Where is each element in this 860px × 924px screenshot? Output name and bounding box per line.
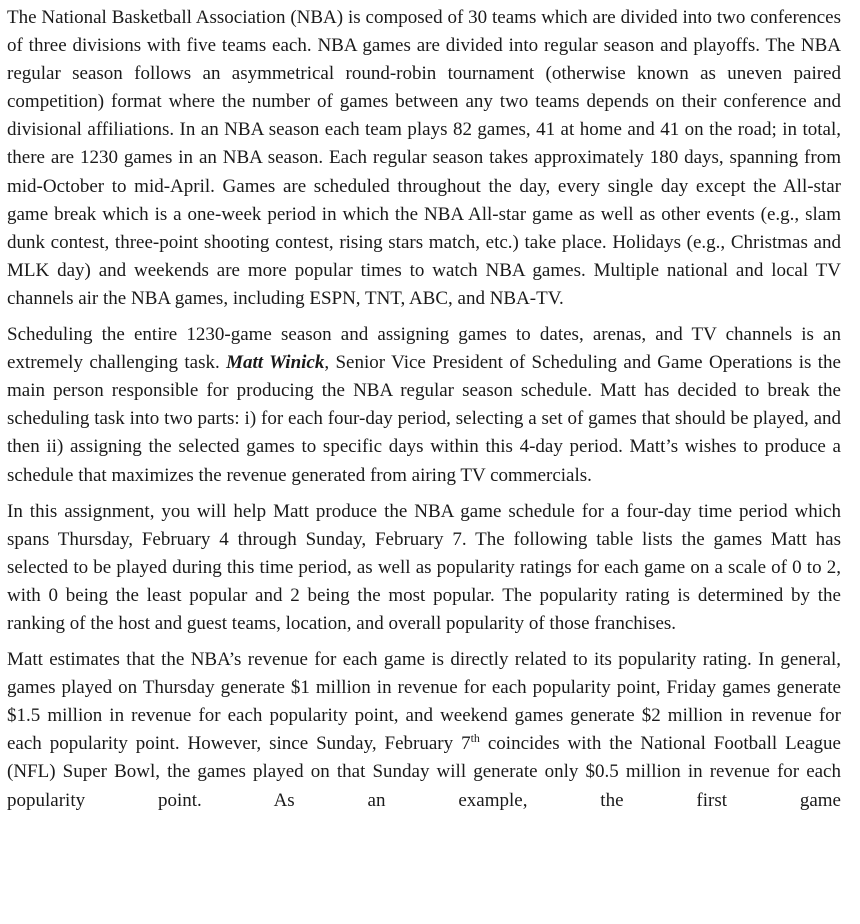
- paragraph-scheduling-text-start: Scheduling the entire 1230-game season and assigning games to dates, arenas, and TV channels is an extremely challenging task.: [7, 324, 841, 374]
- paragraph-nba-overview: The National Basketball Association (NBA) is composed of 30 teams which are divided into two conferences of three divisions with five teams each. NBA games are divided into regular season and playoffs. The NBA regular season follows an asymmetrical round-robin tournament (otherwise known as uneven paired competition) format where the number of games between any two teams depends on their conference and divisional affiliations. In an NBA season each team plays 82 games, 41 at home and 41 on the road; in total, there are 1230 games in an NBA season. Each regular season takes approximately 180 days, spanning from mid-October to mid-April. Games are scheduled throughout the day, every single day except the All-star game break which is a one-week period in which the NBA All-star game as well as other events (e.g., slam dunk contest, three-point shooting contest, rising stars match, etc.) take place. Holidays (e.g., Christmas and MLK day) and weekends are more popular times to watch NBA games. Multiple national and local TV channels air the NBA games, including ESPN, TNT, ABC, and NBA-TV.: [7, 7, 841, 309]
- paragraph-assignment-intro: In this assignment, you will help Matt produce the NBA game schedule for a four-day time period which spans Thursday, February 4 through Sunday, February 7. The following table lists the games Matt has selected to be played during this time period, as well as popularity ratings for each game on a scale of 0 to 2, with 0 being the least popular and 2 being the most popular. The popularity rating is determined by the ranking of the host and guest teams, location, and overall popularity of those franchises.: [7, 500, 841, 634]
- ordinal-superscript: th: [470, 731, 480, 746]
- paragraph-scheduling-text-end: , Senior Vice President of Scheduling and Game Operations is the main person responsible for producing the NBA regular season schedule. Matt has decided to break the scheduling task into two parts: i) for each four-day period, selecting a set of games that should be played, and then ii) assigning the selected games to specific days within this 4-day period. Matt’s wishes to produce a schedule that maximizes the revenue generated from airing TV commercials.: [7, 352, 841, 486]
- paragraph-scheduling-task: [7, 321, 841, 490]
- paragraph-revenue-text-start: Matt estimates that the NBA’s revenue for each game is directly related to its popularity rating. In general, games played on Thursday generate $1 million in revenue for each popularity point, Friday games generate $1.5 million in revenue for each popularity point, and weekend games generate $2 million in revenue for each popularity point. However, since Sunday, February 7: [7, 649, 841, 755]
- paragraph-revenue-estimate: [7, 646, 841, 815]
- person-name-emphasis: Matt Winick: [226, 352, 325, 374]
- paragraph-revenue-text-end: coincides with the National Football League (NFL) Super Bowl, the games played on that Sunday will generate only $0.5 million in revenue for each popularity point. As an example, the first game: [7, 733, 841, 811]
